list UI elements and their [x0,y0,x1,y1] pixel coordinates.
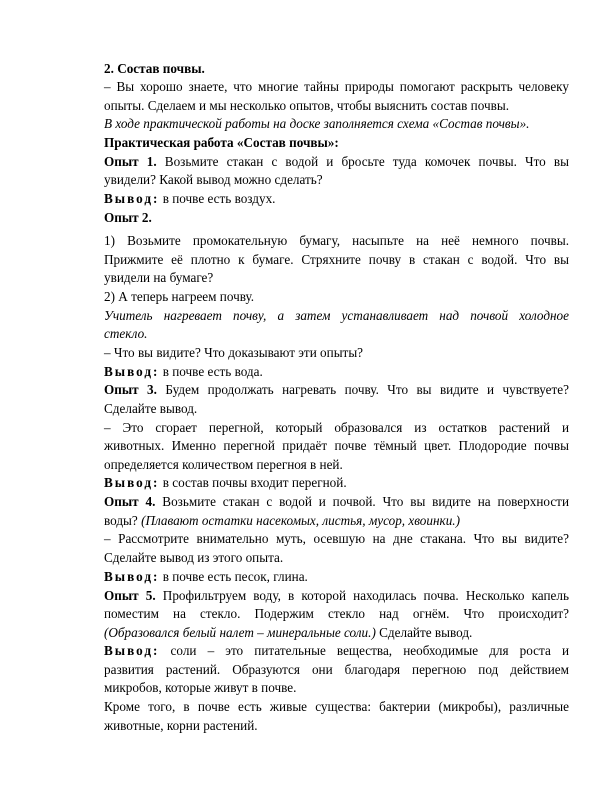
exp4-line-1 [104,494,569,510]
exp2-step2: 2) А теперь нагреем почву. [104,289,255,304]
scheme-note: В ходе практической работы на доске заполняется схема «Состав почвы». [104,116,530,131]
conclusion-label: Вывод: [104,191,160,206]
conclusion-label: Вывод: [104,475,160,490]
exp1-line-1 [104,154,569,170]
exp5-text-1: Профильтруем воду, в которой находилась почва. Несколько капель [162,588,569,603]
exp3-text-2: Сделайте вывод. [104,401,198,416]
exp3-explanation-1: – Это сгорает перегной, который образовался из остатков растений и [104,420,569,435]
practical-title: Практическая работа «Состав почвы»: [104,135,339,150]
intro-line-2: опыты. Сделаем и мы несколько опытов, чтобы выяснить состав почвы. [104,98,509,113]
exp2-question: – Что вы видите? Что доказывают эти опыты? [104,345,364,360]
conclusion-label: Вывод: [104,643,160,658]
exp5-answer: (Образовался белый налет – минеральные соли.) [104,625,376,640]
exp1-label: Опыт 1. [104,154,157,169]
exp3-conclusion [104,475,569,491]
exp5-text-3: Сделайте вывод. [379,625,473,640]
exp4-conclusion [104,569,569,585]
conclusion-label: Вывод: [104,569,160,584]
exp4-answer: (Плавают остатки насекомых, листья, мусор, хвоинки.) [141,513,460,528]
conclusion-text: в почве есть песок, глина. [162,569,308,584]
exp2-step1-line-2: Прижмите её плотно к бумаге. Стряхните почву в стакан с водой. Что вы [104,252,569,267]
exp5-text-2: поместим на стекло. Подержим стекло над огнём. Что происходит? [104,606,569,621]
conclusion-label: Вывод: [104,364,160,379]
exp5-label: Опыт 5. [104,588,156,603]
closing-line-2: животные, корни растений. [104,718,258,733]
exp4-text-1: Возьмите стакан с водой и почвой. Что вы видите на поверхности [162,494,570,509]
exp1-text-2: увидели? Какой вывод можно сделать? [104,172,323,187]
exp2-teacher-note-1: Учитель нагревает почву, а затем устанавливает над почвой холодное [104,308,569,323]
exp4-text-2: воды? [104,513,138,528]
exp3-text-1: Будем продолжать нагревать почву. Что вы видите и чувствуете? [165,382,569,397]
conclusion-text: в состав почвы входит перегной. [162,475,347,490]
exp3-label: Опыт 3. [104,382,157,397]
exp3-explanation-3: определяется количеством перегноя в ней. [104,457,343,472]
exp5-conclusion-3: микробов, которые живут в почве. [104,680,297,695]
exp5-line-1 [104,588,569,604]
conclusion-text: в почве есть воздух. [162,191,276,206]
intro-line-1: – Вы хорошо знаете, что многие тайны природы помогают раскрыть человеку [104,79,569,94]
section-title: 2. Состав почвы. [104,61,205,76]
exp2-step1-line-3: увидели на бумаге? [104,270,214,285]
exp5-conclusion-1 [104,643,569,659]
exp5-line-3 [104,625,569,641]
exp4-text-3: – Рассмотрите внимательно муть, осевшую на дне стакана. Что вы видите? [104,531,569,546]
exp2-step1-line-1: 1) Возьмите промокательную бумагу, насыпьте на неё немного почвы. [104,233,569,248]
exp2-label: Опыт 2. [104,210,152,225]
exp4-line-2 [104,513,569,529]
closing-line-1: Кроме того, в почве есть живые существа: бактерии (микробы), различные [104,699,569,714]
exp3-explanation-2: животных. Именно перегной придаёт почве тёмный цвет. Плодородие почвы [104,438,569,453]
exp4-text-4: Сделайте вывод из этого опыта. [104,550,284,565]
exp1-conclusion [104,191,569,207]
exp1-text-1: Возьмите стакан с водой и бросьте туда комочек почвы. Что вы [164,154,569,169]
exp4-label: Опыт 4. [104,494,156,509]
conclusion-text: в почве есть вода. [162,364,263,379]
conclusion-text: соли – это питательные вещества, необходимые для роста и [170,643,570,658]
exp2-conclusion [104,364,569,380]
exp2-teacher-note-2: стекло. [104,326,148,341]
exp5-conclusion-2: развития растений. Образуются они благодаря перегною под действием [104,662,569,677]
exp3-line-1 [104,382,569,398]
